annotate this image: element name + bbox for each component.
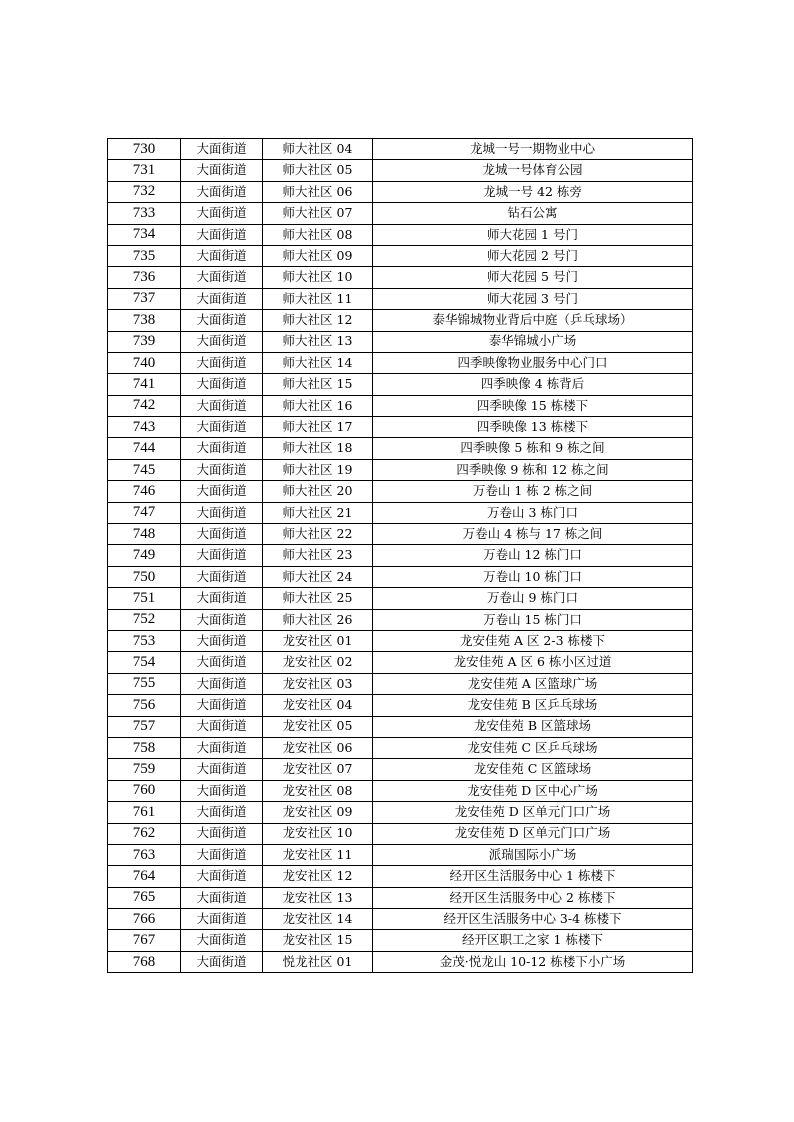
table-row [108,802,693,823]
street-cell: 大面街道 [181,695,263,716]
location-cell: 经开区生活服务中心 3-4 栋楼下 [373,909,693,930]
street-cell: 大面街道 [181,181,263,202]
street-cell: 大面街道 [181,438,263,459]
location-cell: 龙安佳苑 A 区篮球广场 [373,673,693,694]
community-cell: 师大社区 10 [263,267,373,288]
street-cell: 大面街道 [181,245,263,266]
row-number: 738 [108,310,181,331]
location-cell: 四季映像 13 栋楼下 [373,417,693,438]
location-cell: 四季映像 5 栋和 9 栋之间 [373,438,693,459]
community-cell: 师大社区 12 [263,310,373,331]
location-cell: 派瑞国际小广场 [373,844,693,865]
community-cell: 师大社区 16 [263,395,373,416]
location-cell: 万卷山 15 栋门口 [373,609,693,630]
location-cell: 龙安佳苑 A 区 6 栋小区过道 [373,652,693,673]
location-cell: 经开区生活服务中心 1 栋楼下 [373,866,693,887]
row-number: 740 [108,352,181,373]
location-cell: 师大花园 1 号门 [373,224,693,245]
row-number: 763 [108,844,181,865]
table-row [108,310,693,331]
row-number: 757 [108,716,181,737]
table-row [108,737,693,758]
table-row [108,652,693,673]
street-cell: 大面街道 [181,887,263,908]
street-cell: 大面街道 [181,673,263,694]
location-cell: 万卷山 3 栋门口 [373,502,693,523]
row-number: 747 [108,502,181,523]
row-number: 734 [108,224,181,245]
location-cell: 泰华锦城小广场 [373,331,693,352]
location-cell: 师大花园 3 号门 [373,288,693,309]
street-cell: 大面街道 [181,844,263,865]
street-cell: 大面街道 [181,224,263,245]
street-cell: 大面街道 [181,802,263,823]
row-number: 741 [108,374,181,395]
table-row [108,673,693,694]
street-cell: 大面街道 [181,566,263,587]
location-cell: 龙安佳苑 D 区单元门口广场 [373,823,693,844]
row-number: 746 [108,481,181,502]
row-number: 733 [108,203,181,224]
table-row [108,695,693,716]
street-cell: 大面街道 [181,459,263,480]
table-row [108,331,693,352]
row-number: 755 [108,673,181,694]
table-row [108,524,693,545]
table-row [108,181,693,202]
table-row [108,417,693,438]
street-cell: 大面街道 [181,652,263,673]
street-cell: 大面街道 [181,139,263,160]
street-cell: 大面街道 [181,630,263,651]
table-row [108,160,693,181]
row-number: 752 [108,609,181,630]
location-cell: 经开区职工之家 1 栋楼下 [373,930,693,951]
table-row [108,203,693,224]
community-cell: 师大社区 13 [263,331,373,352]
community-cell: 龙安社区 07 [263,759,373,780]
location-cell: 龙安佳苑 D 区单元门口广场 [373,802,693,823]
table-row [108,139,693,160]
street-cell: 大面街道 [181,203,263,224]
community-cell: 师大社区 20 [263,481,373,502]
street-cell: 大面街道 [181,609,263,630]
community-cell: 师大社区 08 [263,224,373,245]
street-cell: 大面街道 [181,352,263,373]
street-cell: 大面街道 [181,481,263,502]
location-cell: 四季映像物业服务中心门口 [373,352,693,373]
community-cell: 龙安社区 09 [263,802,373,823]
location-table [107,138,693,973]
row-number: 759 [108,759,181,780]
community-cell: 师大社区 04 [263,139,373,160]
location-cell: 四季映像 15 栋楼下 [373,395,693,416]
street-cell: 大面街道 [181,331,263,352]
street-cell: 大面街道 [181,545,263,566]
street-cell: 大面街道 [181,524,263,545]
community-cell: 龙安社区 13 [263,887,373,908]
row-number: 743 [108,417,181,438]
community-cell: 师大社区 23 [263,545,373,566]
table-row [108,245,693,266]
community-cell: 师大社区 17 [263,417,373,438]
table-row [108,502,693,523]
table-row [108,566,693,587]
street-cell: 大面街道 [181,160,263,181]
row-number: 762 [108,823,181,844]
community-cell: 师大社区 05 [263,160,373,181]
street-cell: 大面街道 [181,759,263,780]
table-row [108,780,693,801]
location-cell: 龙城一号 42 栋旁 [373,181,693,202]
community-cell: 师大社区 19 [263,459,373,480]
table-row [108,716,693,737]
row-number: 745 [108,459,181,480]
location-cell: 万卷山 1 栋 2 栋之间 [373,481,693,502]
table-row [108,481,693,502]
location-cell: 四季映像 4 栋背后 [373,374,693,395]
street-cell: 大面街道 [181,502,263,523]
row-number: 730 [108,139,181,160]
row-number: 732 [108,181,181,202]
community-cell: 师大社区 15 [263,374,373,395]
community-cell: 龙安社区 11 [263,844,373,865]
table-row [108,459,693,480]
community-cell: 师大社区 18 [263,438,373,459]
community-cell: 龙安社区 10 [263,823,373,844]
community-cell: 龙安社区 08 [263,780,373,801]
street-cell: 大面街道 [181,737,263,758]
location-cell: 万卷山 12 栋门口 [373,545,693,566]
row-number: 768 [108,951,181,972]
row-number: 744 [108,438,181,459]
community-cell: 龙安社区 12 [263,866,373,887]
table-row [108,909,693,930]
table-row [108,951,693,972]
location-cell: 龙安佳苑 C 区篮球场 [373,759,693,780]
community-cell: 龙安社区 06 [263,737,373,758]
street-cell: 大面街道 [181,417,263,438]
row-number: 731 [108,160,181,181]
table-row [108,609,693,630]
row-number: 761 [108,802,181,823]
row-number: 754 [108,652,181,673]
table-row [108,866,693,887]
table-row [108,823,693,844]
row-number: 739 [108,331,181,352]
community-cell: 龙安社区 05 [263,716,373,737]
row-number: 766 [108,909,181,930]
location-cell: 龙安佳苑 B 区篮球场 [373,716,693,737]
street-cell: 大面街道 [181,866,263,887]
community-cell: 师大社区 06 [263,181,373,202]
location-cell: 四季映像 9 栋和 12 栋之间 [373,459,693,480]
table-row [108,759,693,780]
row-number: 748 [108,524,181,545]
table-row [108,352,693,373]
community-cell: 师大社区 25 [263,588,373,609]
row-number: 764 [108,866,181,887]
community-cell: 师大社区 26 [263,609,373,630]
table-row [108,844,693,865]
row-number: 751 [108,588,181,609]
table-row [108,438,693,459]
row-number: 753 [108,630,181,651]
community-cell: 师大社区 24 [263,566,373,587]
street-cell: 大面街道 [181,267,263,288]
location-cell: 龙安佳苑 C 区乒乓球场 [373,737,693,758]
row-number: 735 [108,245,181,266]
row-number: 736 [108,267,181,288]
table-row [108,374,693,395]
table-row [108,267,693,288]
street-cell: 大面街道 [181,716,263,737]
row-number: 756 [108,695,181,716]
location-cell: 龙安佳苑 B 区乒乓球场 [373,695,693,716]
street-cell: 大面街道 [181,395,263,416]
street-cell: 大面街道 [181,823,263,844]
community-cell: 师大社区 07 [263,203,373,224]
community-cell: 师大社区 09 [263,245,373,266]
community-cell: 龙安社区 01 [263,630,373,651]
row-number: 767 [108,930,181,951]
table-row [108,395,693,416]
location-cell: 师大花园 5 号门 [373,267,693,288]
table-row [108,887,693,908]
table-row [108,630,693,651]
community-cell: 龙安社区 14 [263,909,373,930]
community-cell: 龙安社区 03 [263,673,373,694]
street-cell: 大面街道 [181,288,263,309]
street-cell: 大面街道 [181,951,263,972]
community-cell: 悦龙社区 01 [263,951,373,972]
street-cell: 大面街道 [181,930,263,951]
location-cell: 龙城一号一期物业中心 [373,139,693,160]
row-number: 765 [108,887,181,908]
community-cell: 师大社区 21 [263,502,373,523]
community-cell: 龙安社区 02 [263,652,373,673]
row-number: 760 [108,780,181,801]
location-cell: 经开区生活服务中心 2 栋楼下 [373,887,693,908]
row-number: 749 [108,545,181,566]
location-cell: 师大花园 2 号门 [373,245,693,266]
street-cell: 大面街道 [181,780,263,801]
community-cell: 师大社区 14 [263,352,373,373]
location-cell: 龙城一号体育公园 [373,160,693,181]
location-cell: 万卷山 10 栋门口 [373,566,693,587]
row-number: 758 [108,737,181,758]
location-cell: 泰华锦城物业背后中庭（乒乓球场） [373,310,693,331]
location-cell: 龙安佳苑 A 区 2-3 栋楼下 [373,630,693,651]
location-cell: 金茂·悦龙山 10-12 栋楼下小广场 [373,951,693,972]
street-cell: 大面街道 [181,310,263,331]
street-cell: 大面街道 [181,374,263,395]
street-cell: 大面街道 [181,588,263,609]
table-row [108,930,693,951]
table-row [108,588,693,609]
location-cell: 龙安佳苑 D 区中心广场 [373,780,693,801]
community-cell: 龙安社区 15 [263,930,373,951]
table-body [108,139,693,973]
row-number: 737 [108,288,181,309]
row-number: 742 [108,395,181,416]
community-cell: 师大社区 11 [263,288,373,309]
table-row [108,224,693,245]
table-row [108,545,693,566]
row-number: 750 [108,566,181,587]
community-cell: 龙安社区 04 [263,695,373,716]
community-cell: 师大社区 22 [263,524,373,545]
table-row [108,288,693,309]
location-cell: 万卷山 4 栋与 17 栋之间 [373,524,693,545]
street-cell: 大面街道 [181,909,263,930]
location-cell: 钻石公寓 [373,203,693,224]
location-cell: 万卷山 9 栋门口 [373,588,693,609]
